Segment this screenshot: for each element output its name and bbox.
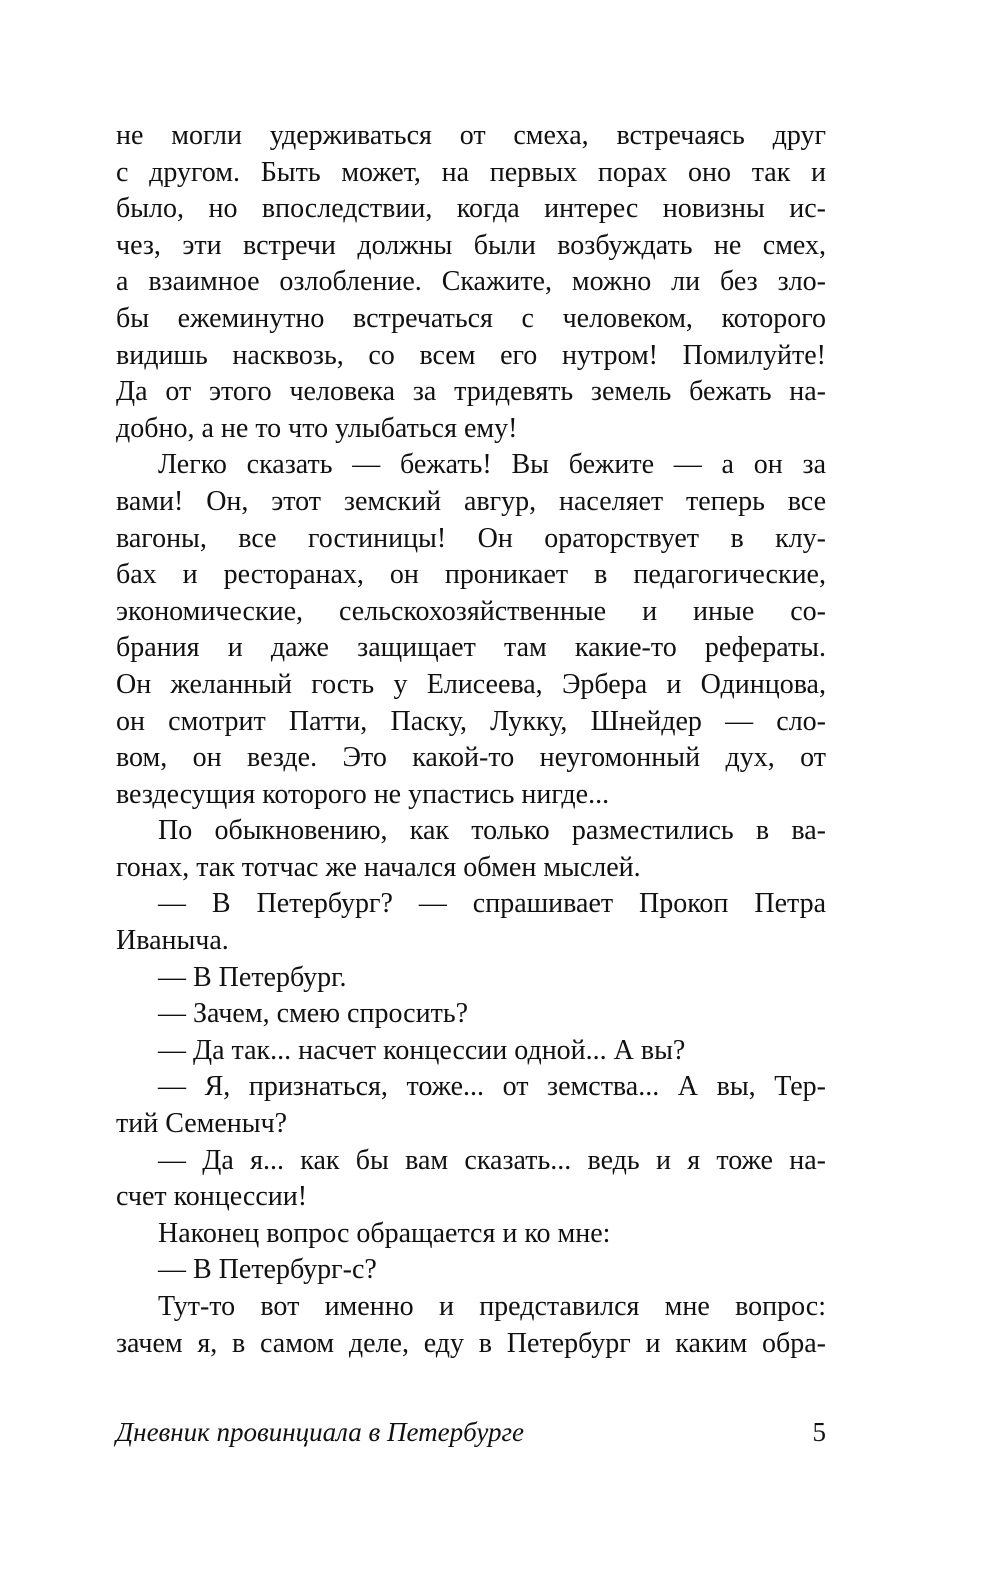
text-line: а взаимное озлобление. Скажите, можно ли без зло-: [116, 266, 826, 298]
page-footer: [116, 1412, 826, 1452]
text-line: счет концессии!: [116, 1181, 308, 1213]
text-line: — В Петербург? — спрашивает Прокоп Петра: [158, 888, 826, 920]
text-line: добно, а не то что улыбаться ему!: [116, 412, 518, 444]
text-line: брания и даже защищает там какие-то рефераты.: [116, 632, 826, 664]
text-line: бы ежеминутно встречаться с человеком, которого: [116, 302, 826, 334]
text-line: Да от этого человека за тридевять земель бежать на-: [116, 376, 826, 408]
text-line: вагоны, все гостиницы! Он ораторствует в клу-: [116, 522, 826, 554]
text-line: не могли удерживаться от смеха, встречаясь друг: [116, 120, 826, 151]
text-line: было, но впоследствии, когда интерес новизны ис-: [116, 193, 826, 225]
text-line: чез, эти встречи должны были возбуждать не смех,: [116, 229, 826, 261]
text-line: Наконец вопрос обращается и ко мне:: [158, 1217, 611, 1249]
text-line: зачем я, в самом деле, еду в Петербург и каким обра-: [116, 1327, 826, 1359]
text-line: По обыкновению, как только разместились в ва-: [158, 815, 826, 847]
text-line: с другом. Быть может, на первых порах оно так и: [116, 156, 826, 188]
text-line: Легко сказать — бежать! Вы бежите — а он за: [158, 449, 826, 481]
text-line: вом, он везде. Это какой-то неугомонный дух, от: [116, 742, 826, 774]
running-title: Дневник провинциала в Петербурге: [116, 1417, 524, 1447]
text-line: бах и ресторанах, он проникает в педагогические,: [116, 559, 826, 591]
text-line: — Зачем, смею спросить?: [158, 998, 469, 1030]
text-line: экономические, сельскохозяйственные и иные со-: [116, 595, 826, 627]
text-line: тий Семеныч?: [116, 1108, 288, 1140]
text-line: — В Петербург-с?: [158, 1254, 377, 1286]
text-line: — Да так... насчет концессии одной... А вы?: [158, 1034, 686, 1066]
text-line: видишь насквозь, со всем его нутром! Помилуйте!: [116, 339, 826, 371]
text-line: Тут-то вот именно и представился мне вопрос:: [158, 1291, 826, 1322]
text-line: Иваныча.: [116, 925, 229, 957]
text-line: — Да я... как бы вам сказать... ведь и я тоже на-: [158, 1144, 826, 1176]
page-number: 5: [812, 1417, 826, 1447]
text-line: гонах, так тотчас же начался обмен мыслей.: [116, 851, 641, 883]
page-body: [116, 118, 826, 1362]
text-line: — В Петербург.: [158, 961, 347, 993]
text-line: вездесущия которого не упастись нигде...: [116, 778, 610, 810]
text-line: вами! Он, этот земский авгур, населяет теперь все: [116, 485, 826, 517]
text-line: он смотрит Патти, Паску, Лукку, Шнейдер — сло-: [116, 705, 826, 737]
text-line: — Я, признаться, тоже... от земства... А вы, Тер-: [158, 1071, 826, 1103]
text-line: Он желанный гость у Елисеева, Эрбера и Одинцова,: [116, 668, 826, 700]
